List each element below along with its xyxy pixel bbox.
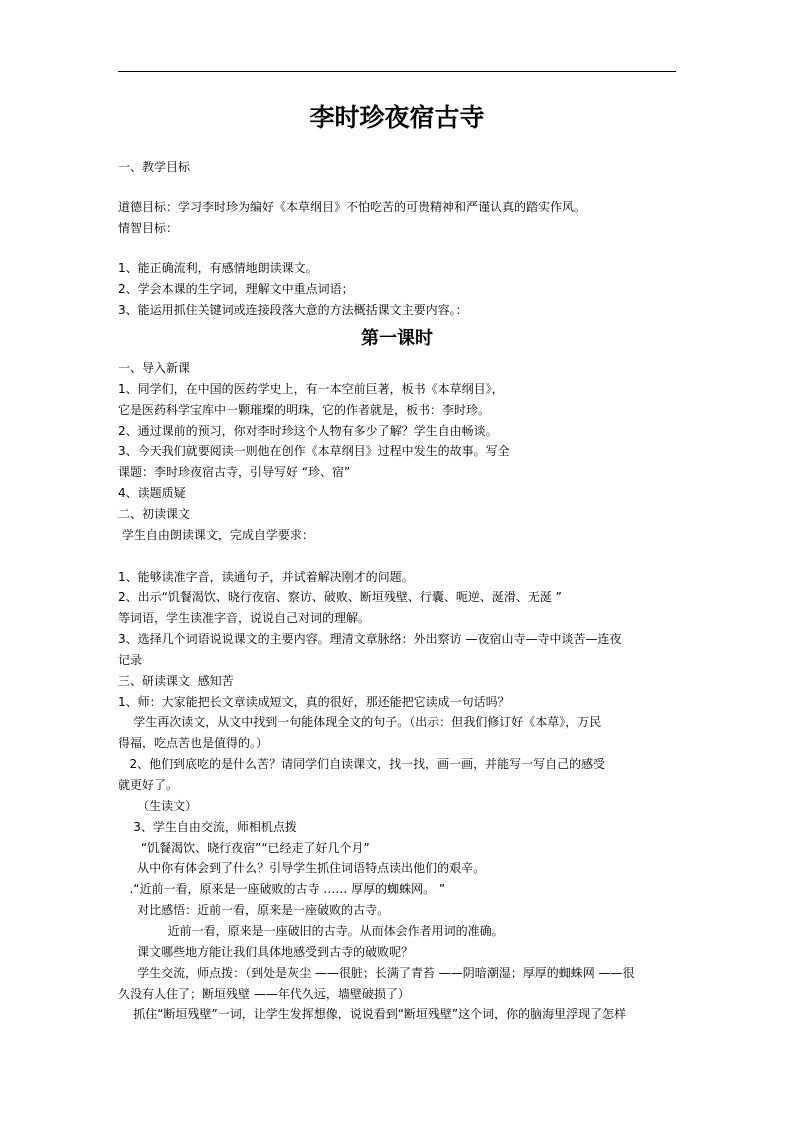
body-line: 它是医药科学宝库中一颗璀璨的明珠，它的作者就是，板书：李时珍。 [118, 402, 491, 417]
body-line: 3、今天我们就要阅读一则他在创作《本草纲目》过程中发生的故事。写全 [118, 444, 510, 459]
objectives-heading: 一、教学目标 [118, 160, 191, 174]
moral-objective: 道德目标：学习李时珍为编好《本草纲目》不怕吃苦的可贵精神和严谨认真的踏实作风。 [118, 200, 587, 214]
body-line: 2、出示“饥餐渴饮、晓行夜宿、察访、破败、断垣残壁、行囊、呃逆、涎滑、无涎 ” [118, 590, 562, 605]
body-line: 学生再次读文，从文中找到一句能体现全文的句子。（出示：但我们修订好《本草》，万民 [118, 715, 602, 730]
body-line: 1、能够读准字音，读通句子，并试着解决刚才的问题。 [118, 569, 414, 584]
document-title: 李时珍夜宿古寺 [309, 103, 485, 132]
body-line: 久没有人住了；断垣残壁 ——年代久远，墙壁破损了） [118, 986, 410, 1001]
body-line: 学生自由朗读课文，完成自学要求： [118, 527, 314, 542]
body-line: 课文哪些地方能让我们具体地感受到古寺的破败呢？ [118, 944, 414, 959]
body-line: 得福，吃点苦也是值得的。） [118, 736, 269, 751]
body-line: 一、导入新课 [118, 361, 191, 375]
body-line: 近前一看，原来是一座破旧的古寺。从而体会作者用词的准确。 [118, 923, 504, 938]
body-line: 1、同学们，在中国的医药学史上，有一本空前巨著，板书《本草纲目》， [118, 381, 504, 396]
objective-item: 1、能正确流利，有感情地朗读课文。 [118, 261, 318, 275]
objective-item: 3、能运用抓住关键词或连接段落大意的方法概括课文主要内容。： [118, 303, 468, 317]
lesson-title: 第一课时 [361, 328, 433, 349]
body-line: 1、师：大家能把长文章读成短文，真的很好，那还能把它读成一句话吗？ [118, 694, 510, 709]
body-line: 从中你有体会到了什么？引导学生抓住词语特点读出他们的艰辛。 [118, 861, 486, 876]
body-line: 2、他们到底吃的是什么苦？请同学们自读课文，找一找，画一画，并能写一写自己的感受 [118, 757, 606, 772]
body-line: 3、选择几个词语说说课文的主要内容。理清文章脉络：外出察访 —夜宿山寺—寺中谈苦—连夜 [118, 632, 622, 647]
body-line: .“近前一看，原来是一座破败的古寺 …… 厚厚的蜘蛛网。 ” [118, 882, 446, 897]
body-line: 4、读题质疑 [118, 486, 186, 501]
body-line: 对比感悟：近前一看，原来是一座破败的古寺。 [118, 903, 390, 918]
header-rule [118, 71, 676, 72]
body-line: 学生交流，师点拨：（到处是灰尘 ——很脏；长满了青苔 ——阴暗潮湿；厚厚的蜘蛛网 ——很 [118, 965, 635, 980]
objective-item: 2、学会本课的生字词，理解文中重点词语； [118, 282, 354, 296]
body-line: 课题：李时珍夜宿古寺，引导写好 “珍、宿” [118, 465, 351, 480]
body-line: “饥餐渴饮、晓行夜宿”“已经走了好几个月” [118, 840, 370, 855]
body-line: 记录 [118, 652, 143, 667]
body-line: 等词语，学生读准字音，说说自己对词的理解。 [118, 611, 371, 626]
body-line: 就更好了。 [118, 778, 179, 792]
body-line: 3、学生自由交流，师相机点拨 [118, 819, 297, 834]
body-line: 2、通过课前的预习，你对李时珍这个人物有多少了解？学生自由畅谈。 [118, 423, 498, 438]
body-line: 抓住“断垣残壁”一词，让学生发挥想像，说说看到“断垣残壁”这个词，你的脑海里浮现了怎样 [118, 1007, 627, 1022]
body-line: （生读文） [118, 798, 198, 813]
wisdom-objective-label: 情智目标： [118, 221, 179, 235]
body-line: 三、研读课文 感知苦 [118, 673, 234, 688]
body-line: 二、初读课文 [118, 506, 191, 521]
